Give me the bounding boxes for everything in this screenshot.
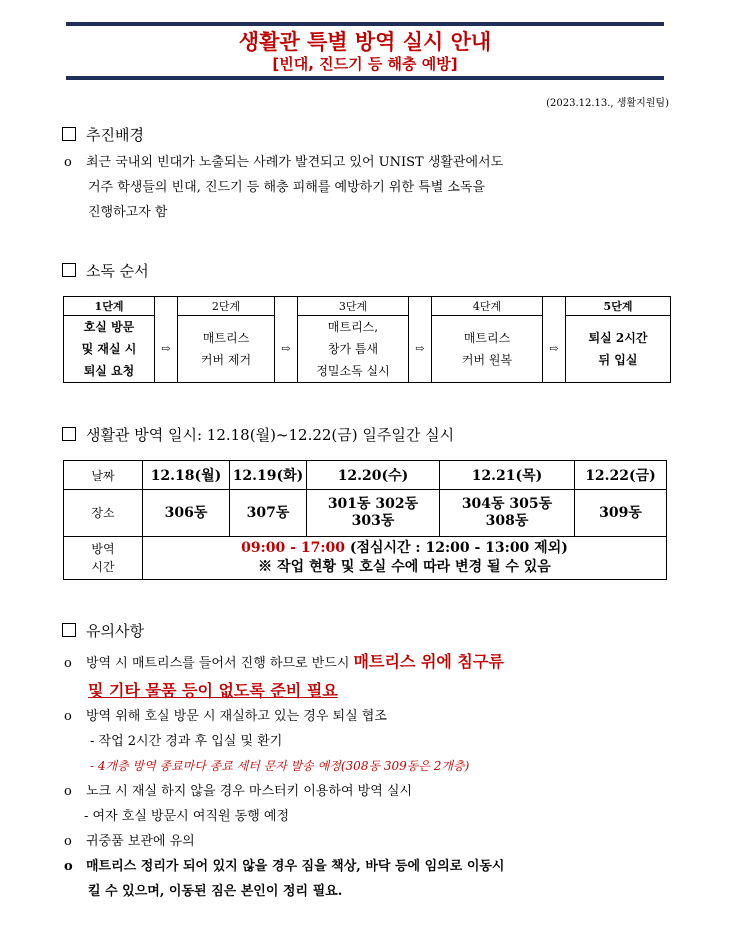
arrow-right-icon: ⇨ [543,316,566,383]
place-cell: 301동 302동 303동 [307,490,440,537]
step-3-desc: 매트리스, 창가 틈새 정밀소독 실시 [298,316,409,383]
title-box [66,22,664,80]
checkbox-square-icon [62,427,76,441]
note-item: o 노크 시 재실 하지 않을 경우 마스터키 이용하여 방역 실시 [64,784,413,799]
checkbox-square-icon [62,623,76,637]
place-cell: 307동 [230,490,307,537]
note-emphasis: 매트리스 위에 침구류 [353,652,504,671]
background-paragraph [64,150,676,225]
section-background-heading [62,124,144,145]
note-item: o 방역 시 매트리스를 들어서 진행 하므로 반드시 매트리스 위에 침구류 [64,652,504,671]
place-cell: 309동 [575,490,667,537]
bullet-icon: o [64,155,72,170]
time-cell [143,537,667,580]
note-item: o 방역 위해 호실 방문 시 재실하고 있는 경우 퇴실 협조 [64,709,387,724]
checkbox-square-icon [62,263,76,277]
date-cell: 12.18(월) [143,461,230,490]
schedule-table [63,460,667,580]
place-cell: 306동 [143,490,230,537]
section-heading-text: 소독 순서 [86,262,149,280]
notes-list-2 [64,704,676,904]
step-3-label: 3단계 [298,297,409,316]
note-item: o 귀중품 보관에 유의 [64,834,195,849]
arrow-right-icon: ⇨ [409,316,432,383]
time-range: 09:00 - 17:00 [241,540,345,556]
step-4-desc: 매트리스 커버 원복 [432,316,543,383]
section-heading-text: 유의사항 [86,622,144,640]
arrow-right-icon: ⇨ [275,316,298,383]
place-cell: 304동 305동 308동 [440,490,575,537]
background-line-1: 최근 국내외 빈대가 노출되는 사례가 발견되고 있어 UNIST 생활관에서도 [86,155,504,170]
note-item-cont: 킬 수 있으며, 이동된 짐은 본인이 정리 필요. [88,884,343,899]
time-change-note: ※ 작업 현황 및 호실 수에 따라 변경 될 수 있음 [258,559,551,575]
note-sub-red: - 4개층 방역 종료마다 종료 세터 문자 발송 예정(308동 309동은 2개층) [90,759,470,773]
note-emphasis: 및 기타 물품 등이 없도록 준비 필요 [88,681,338,700]
notes-list [64,648,676,706]
checkbox-square-icon [62,127,76,141]
note-item: o 매트리스 정리가 되어 있지 않을 경우 짐을 책상, 바닥 등에 임의로 이동시 [64,859,505,874]
date-header: 날짜 [64,461,143,490]
lunch-note: (점심시간 : 12:00 - 13:00 제외) [344,540,568,556]
section-order-heading [62,260,149,281]
page-title: 생활관 특별 방역 실시 안내 [238,30,492,54]
note-item-cont [64,677,676,706]
date-cell: 12.22(금) [575,461,667,490]
step-4-label: 4단계 [432,297,543,316]
section-notes-heading [62,620,144,641]
background-line-2: 거주 학생들의 빈대, 진드기 등 해충 피해를 예방하기 위한 특별 소독을 [88,180,486,195]
section-heading-text: 생활관 방역 일시: 12.18(월)~12.22(금) 일주일간 실시 [86,426,455,444]
step-1-desc: 호실 방문 및 재실 시 퇴실 요청 [64,316,155,383]
date-cell: 12.20(수) [307,461,440,490]
step-table [63,296,671,383]
page-subtitle: [빈대, 진드기 등 해충 예방] [272,55,458,73]
step-5-desc: 퇴실 2시간 뒤 입실 [566,316,671,383]
date-line: (2023.12.13., 생활지원팀) [546,98,669,109]
date-cell: 12.21(목) [440,461,575,490]
step-2-desc: 매트리스 커버 제거 [178,316,275,383]
time-header: 방역 시간 [64,537,143,580]
background-line-3: 진행하고자 함 [88,205,168,220]
step-1-label: 1단계 [64,297,155,316]
section-heading-text: 추진배경 [86,126,144,144]
place-header: 장소 [64,490,143,537]
section-schedule-heading [62,424,454,445]
date-cell: 12.19(화) [230,461,307,490]
note-sub: - 작업 2시간 경과 후 입실 및 환기 [90,734,283,749]
note-sub: - 여자 호실 방문시 여직원 동행 예정 [84,809,289,824]
step-2-label: 2단계 [178,297,275,316]
arrow-right-icon: ⇨ [155,316,178,383]
step-5-label: 5단계 [566,297,671,316]
